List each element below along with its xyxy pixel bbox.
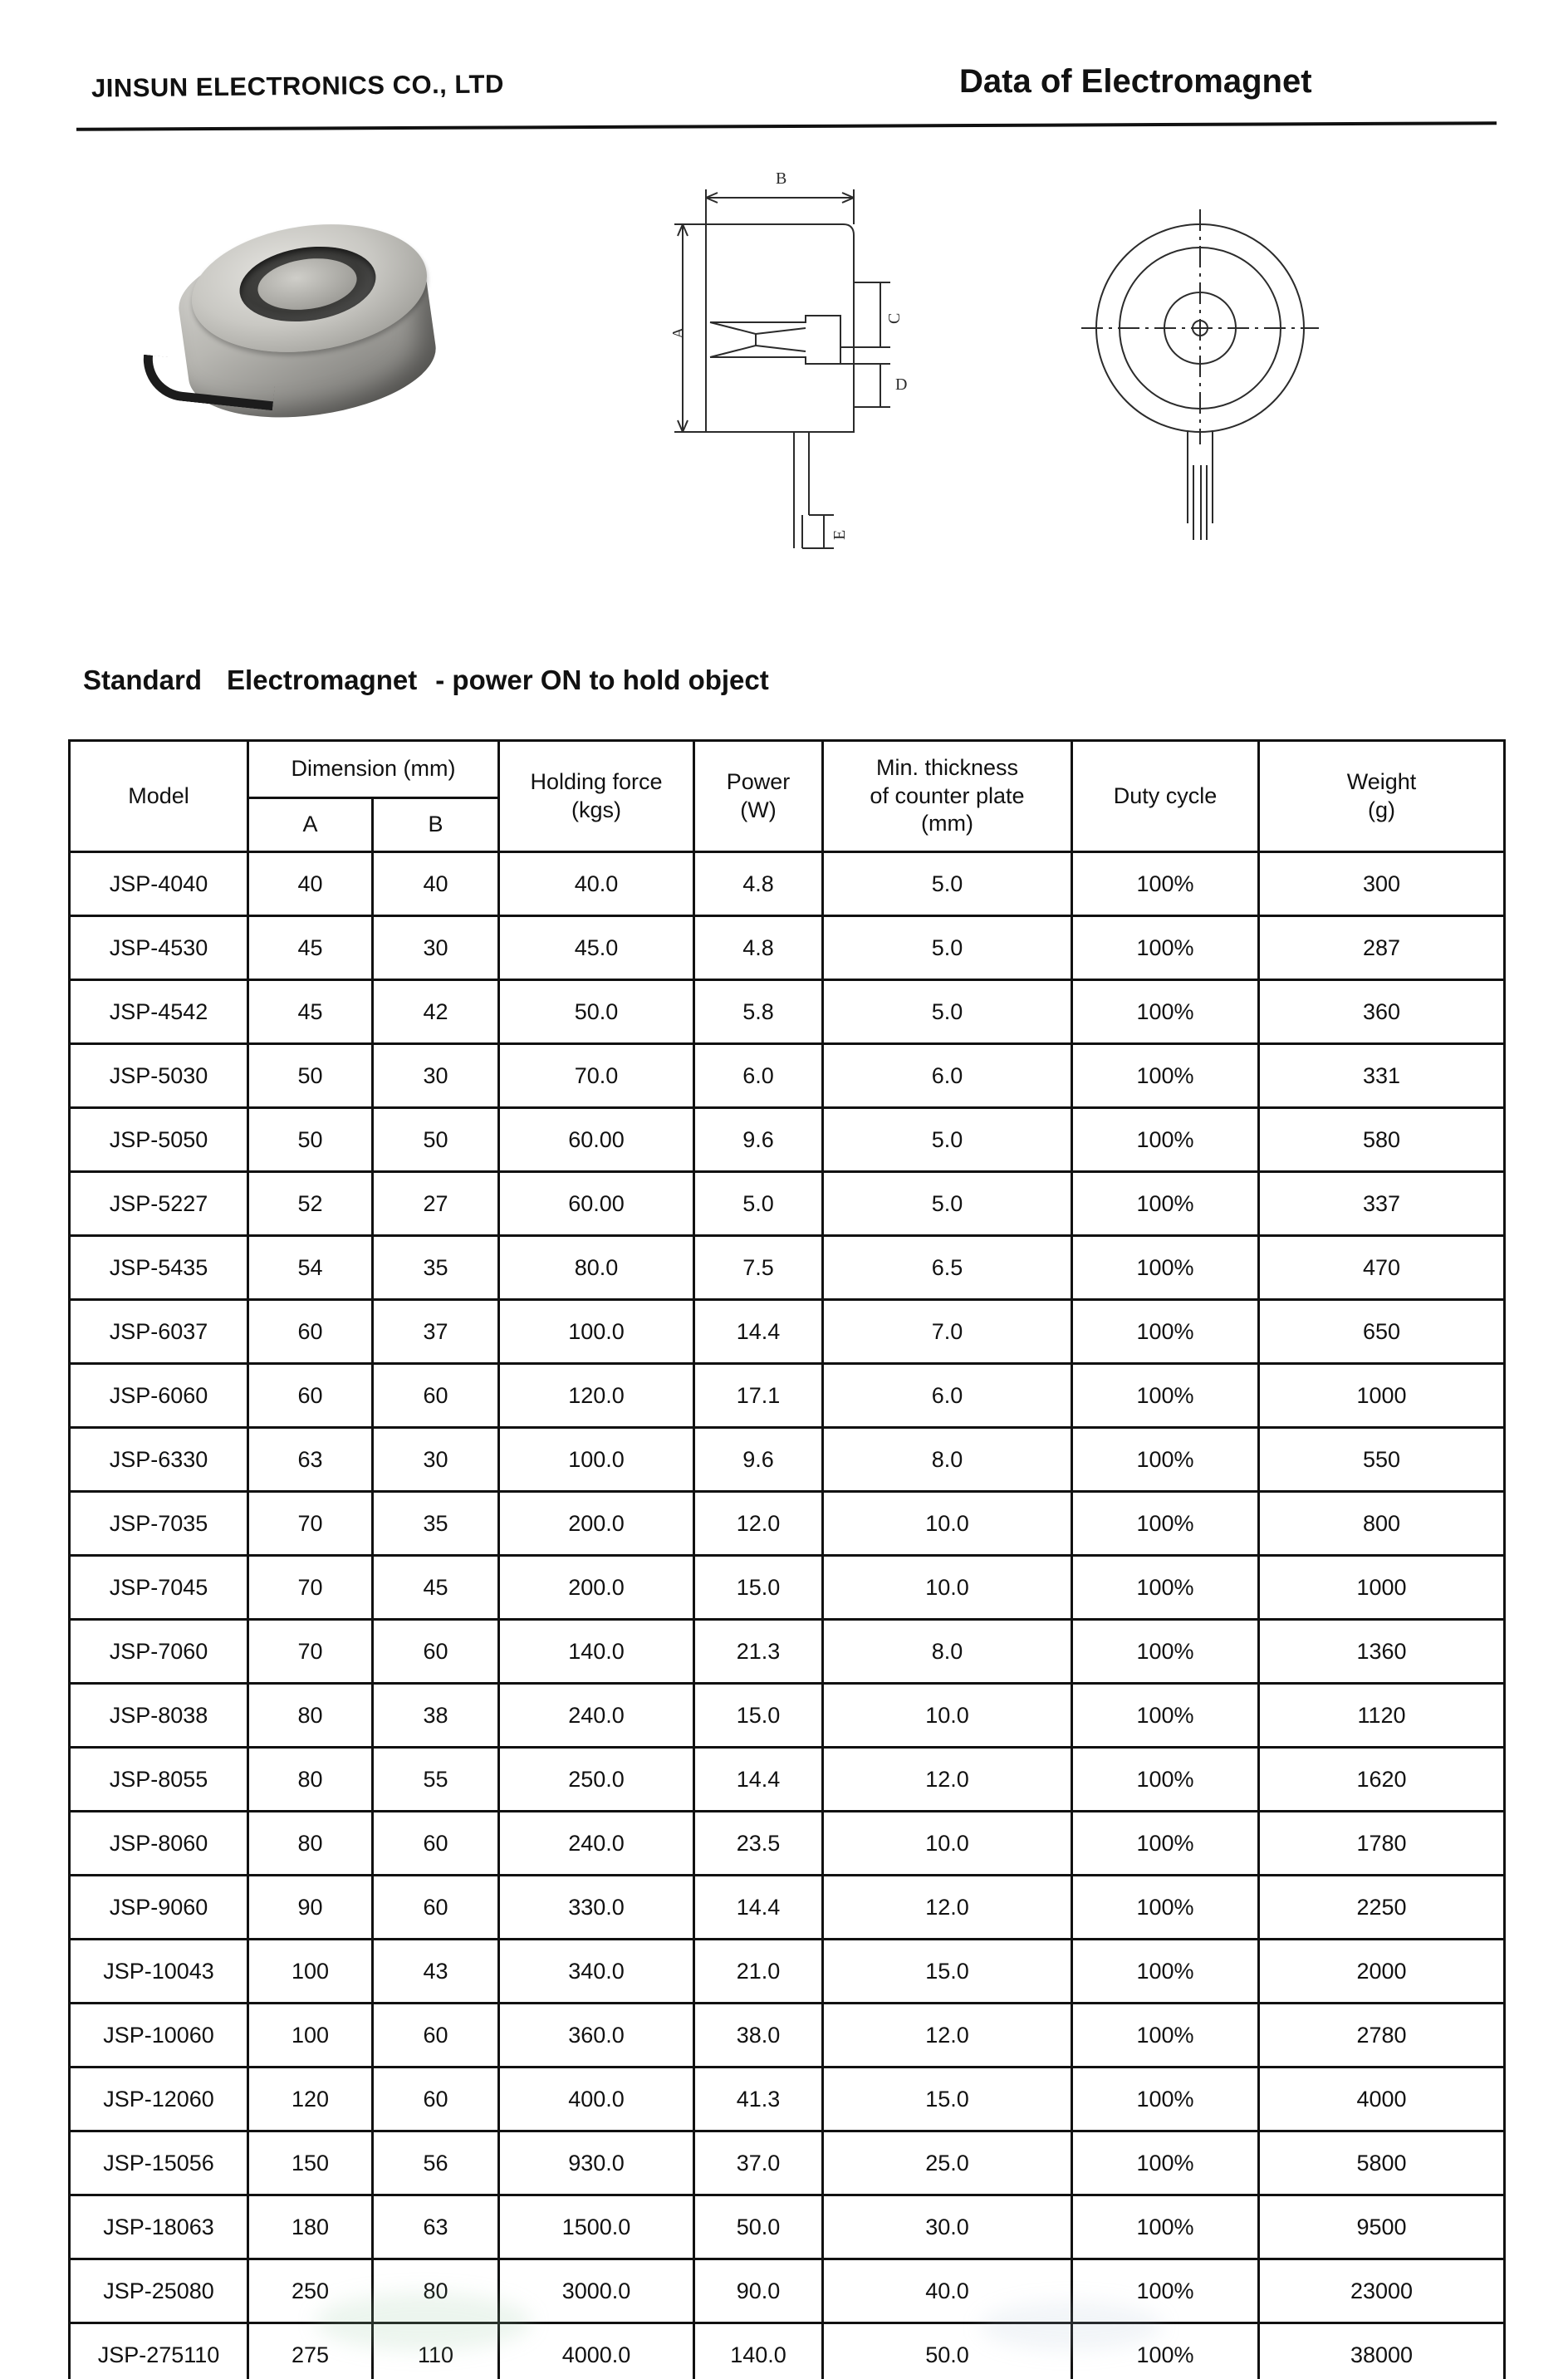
header-thickness-line3: (mm) [921,811,973,836]
table-row [70,1556,1505,1620]
cell-holding-force: 60.00 [499,1172,694,1236]
cell-dim-a: 45 [248,980,373,1044]
dim-label-e: E [831,529,849,540]
header-weight [1259,741,1505,852]
table-header [70,741,1505,852]
cell-duty-cycle: 100% [1072,1876,1259,1940]
cell-holding-force: 340.0 [499,1940,694,2004]
table-row [70,1300,1505,1364]
cell-weight: 1120 [1259,1684,1505,1748]
cell-model: JSP-5435 [70,1236,248,1300]
cell-dim-b: 60 [373,2004,499,2068]
table-row [70,1620,1505,1684]
dim-label-a: A [669,326,688,339]
cell-power: 50.0 [694,2195,823,2259]
table-row [70,1364,1505,1428]
cell-model: JSP-8055 [70,1748,248,1812]
header-power-line1: Power [726,768,791,794]
cell-power: 23.5 [694,1812,823,1876]
cell-power: 9.6 [694,1428,823,1492]
cell-holding-force: 40.0 [499,852,694,916]
cell-thickness: 12.0 [823,1748,1072,1812]
cell-duty-cycle: 100% [1072,1236,1259,1300]
table-row [70,1108,1505,1172]
cell-thickness: 6.0 [823,1044,1072,1108]
cell-thickness: 5.0 [823,1108,1072,1172]
cell-holding-force: 120.0 [499,1364,694,1428]
table-row [70,2068,1505,2131]
cell-thickness: 8.0 [823,1620,1072,1684]
header-duty-cycle: Duty cycle [1072,741,1259,852]
cell-thickness: 5.0 [823,852,1072,916]
cell-duty-cycle: 100% [1072,852,1259,916]
header-divider [76,121,1497,130]
cell-weight: 650 [1259,1300,1505,1364]
cell-dim-b: 60 [373,1364,499,1428]
cell-holding-force: 100.0 [499,1300,694,1364]
cell-dim-a: 150 [248,2131,373,2195]
header-model: Model [70,741,248,852]
cell-holding-force: 80.0 [499,1236,694,1300]
cell-model: JSP-8060 [70,1812,248,1876]
cell-weight: 800 [1259,1492,1505,1556]
cell-thickness: 5.0 [823,1172,1072,1236]
cell-dim-b: 63 [373,2195,499,2259]
cell-thickness: 15.0 [823,2068,1072,2131]
cell-weight: 331 [1259,1044,1505,1108]
table-row [70,1492,1505,1556]
cell-holding-force: 1500.0 [499,2195,694,2259]
cell-holding-force: 200.0 [499,1492,694,1556]
cell-holding-force: 240.0 [499,1812,694,1876]
header-thickness-line1: Min. thickness [875,754,1019,780]
document-title: Data of Electromagnet [959,63,1312,100]
specification-table [68,739,1506,2379]
cell-thickness: 5.0 [823,980,1072,1044]
cell-dim-a: 90 [248,1876,373,1940]
cell-dim-a: 50 [248,1108,373,1172]
cell-weight: 2000 [1259,1940,1505,2004]
section-title-word1: Standard [83,665,203,695]
cell-thickness: 10.0 [823,1684,1072,1748]
cell-power: 14.4 [694,1300,823,1364]
cell-model: JSP-6037 [70,1300,248,1364]
cell-duty-cycle: 100% [1072,1428,1259,1492]
cell-thickness: 5.0 [823,916,1072,980]
cell-dim-b: 30 [373,916,499,980]
cell-model: JSP-5227 [70,1172,248,1236]
cell-dim-a: 120 [248,2068,373,2131]
header-power [694,741,823,852]
cell-duty-cycle: 100% [1072,1684,1259,1748]
cell-weight: 550 [1259,1428,1505,1492]
cell-weight: 9500 [1259,2195,1505,2259]
cell-weight: 1620 [1259,1748,1505,1812]
cell-power: 15.0 [694,1684,823,1748]
header-holding-force [499,741,694,852]
cell-weight: 337 [1259,1172,1505,1236]
cell-model: JSP-6060 [70,1364,248,1428]
cell-dim-b: 30 [373,1044,499,1108]
cell-dim-b: 43 [373,1940,499,2004]
cell-power: 38.0 [694,2004,823,2068]
cell-model: JSP-12060 [70,2068,248,2131]
cell-holding-force: 930.0 [499,2131,694,2195]
cell-thickness: 15.0 [823,1940,1072,2004]
cell-duty-cycle: 100% [1072,1556,1259,1620]
cell-holding-force: 50.0 [499,980,694,1044]
header-power-unit: (W) [740,797,777,822]
front-view-svg [1063,191,1337,557]
cell-holding-force: 4000.0 [499,2323,694,2379]
cell-dim-b: 37 [373,1300,499,1364]
table-row [70,1044,1505,1108]
cell-holding-force: 330.0 [499,1876,694,1940]
dim-label-c: C [885,312,904,324]
cell-power: 12.0 [694,1492,823,1556]
table-row [70,1236,1505,1300]
cell-duty-cycle: 100% [1072,2068,1259,2131]
cell-model: JSP-4542 [70,980,248,1044]
cell-weight: 287 [1259,916,1505,980]
cell-dim-b: 55 [373,1748,499,1812]
cell-model: JSP-18063 [70,2195,248,2259]
cell-dim-a: 275 [248,2323,373,2379]
table-body [70,852,1505,2379]
cell-dim-a: 250 [248,2259,373,2323]
cell-thickness: 40.0 [823,2259,1072,2323]
cell-holding-force: 250.0 [499,1748,694,1812]
cell-duty-cycle: 100% [1072,1812,1259,1876]
section-title-word3: - power ON to hold object [435,665,769,695]
cell-dim-a: 54 [248,1236,373,1300]
cell-dim-b: 45 [373,1556,499,1620]
cell-dim-b: 60 [373,1812,499,1876]
cell-dim-b: 27 [373,1172,499,1236]
table-row [70,852,1505,916]
cell-power: 5.0 [694,1172,823,1236]
cell-power: 15.0 [694,1556,823,1620]
section-title-word2: Electromagnet [227,665,418,695]
cell-power: 14.4 [694,1748,823,1812]
cell-dim-a: 70 [248,1620,373,1684]
cell-holding-force: 140.0 [499,1620,694,1684]
cell-duty-cycle: 100% [1072,1492,1259,1556]
cell-dim-a: 100 [248,2004,373,2068]
table-row [70,2259,1505,2323]
cell-weight: 1000 [1259,1364,1505,1428]
cell-duty-cycle: 100% [1072,2131,1259,2195]
table-row [70,1940,1505,2004]
cell-weight: 300 [1259,852,1505,916]
cell-weight: 580 [1259,1108,1505,1172]
cell-power: 17.1 [694,1364,823,1428]
cell-duty-cycle: 100% [1072,2259,1259,2323]
table-row [70,1172,1505,1236]
cell-weight: 5800 [1259,2131,1505,2195]
cell-power: 140.0 [694,2323,823,2379]
cell-model: JSP-7045 [70,1556,248,1620]
cell-dim-b: 50 [373,1108,499,1172]
cell-dim-b: 60 [373,2068,499,2131]
table-row [70,1684,1505,1748]
cell-power: 41.3 [694,2068,823,2131]
cell-holding-force: 100.0 [499,1428,694,1492]
cell-model: JSP-275110 [70,2323,248,2379]
cell-weight: 2780 [1259,2004,1505,2068]
cell-dim-a: 50 [248,1044,373,1108]
cell-model: JSP-5050 [70,1108,248,1172]
cell-dim-b: 60 [373,1876,499,1940]
cell-holding-force: 400.0 [499,2068,694,2131]
cell-duty-cycle: 100% [1072,1172,1259,1236]
cell-dim-a: 60 [248,1364,373,1428]
cell-holding-force: 200.0 [499,1556,694,1620]
header-holding-force-line1: Holding force [530,768,663,794]
cell-duty-cycle: 100% [1072,1748,1259,1812]
cell-power: 7.5 [694,1236,823,1300]
cell-holding-force: 240.0 [499,1684,694,1748]
dim-label-b: B [776,169,787,188]
cell-dim-a: 80 [248,1748,373,1812]
cell-duty-cycle: 100% [1072,2323,1259,2379]
cell-dim-a: 100 [248,1940,373,2004]
cell-model: JSP-9060 [70,1876,248,1940]
cell-power: 14.4 [694,1876,823,1940]
cell-duty-cycle: 100% [1072,916,1259,980]
cell-dim-b: 80 [373,2259,499,2323]
table-row [70,980,1505,1044]
cell-model: JSP-10043 [70,1940,248,2004]
cell-thickness: 25.0 [823,2131,1072,2195]
cell-thickness: 10.0 [823,1492,1072,1556]
table-header-row-1 [70,741,1505,798]
cell-holding-force: 3000.0 [499,2259,694,2323]
cell-weight: 23000 [1259,2259,1505,2323]
header-dim-a: A [248,798,373,852]
cell-dim-a: 52 [248,1172,373,1236]
cell-holding-force: 60.00 [499,1108,694,1172]
cell-dim-b: 40 [373,852,499,916]
cell-power: 6.0 [694,1044,823,1108]
cell-duty-cycle: 100% [1072,1364,1259,1428]
cell-model: JSP-4530 [70,916,248,980]
cell-dim-a: 80 [248,1812,373,1876]
cell-power: 4.8 [694,852,823,916]
cell-dim-a: 40 [248,852,373,916]
header-dim-b: B [373,798,499,852]
cell-thickness: 10.0 [823,1812,1072,1876]
header-thickness [823,741,1072,852]
cell-power: 90.0 [694,2259,823,2323]
cell-power: 21.3 [694,1620,823,1684]
cell-weight: 38000 [1259,2323,1505,2379]
cell-weight: 2250 [1259,1876,1505,1940]
cell-dim-b: 60 [373,1620,499,1684]
cell-thickness: 30.0 [823,2195,1072,2259]
cell-dim-b: 35 [373,1492,499,1556]
cell-power: 5.8 [694,980,823,1044]
front-view-drawing [1063,191,1337,557]
cell-model: JSP-8038 [70,1684,248,1748]
cell-thickness: 7.0 [823,1300,1072,1364]
cell-dim-b: 42 [373,980,499,1044]
cell-dim-a: 80 [248,1684,373,1748]
product-photo [149,191,465,465]
table-row [70,916,1505,980]
cell-model: JSP-25080 [70,2259,248,2323]
table-row [70,2131,1505,2195]
cell-power: 4.8 [694,916,823,980]
cell-dim-a: 45 [248,916,373,980]
table-row [70,1428,1505,1492]
cell-thickness: 12.0 [823,1876,1072,1940]
cell-dim-b: 110 [373,2323,499,2379]
header-dimension: Dimension (mm) [248,741,499,798]
cell-dim-a: 180 [248,2195,373,2259]
cell-model: JSP-6330 [70,1428,248,1492]
table-row [70,1876,1505,1940]
cell-model: JSP-15056 [70,2131,248,2195]
cell-weight: 1360 [1259,1620,1505,1684]
document-header [79,65,1497,118]
cell-model: JSP-5030 [70,1044,248,1108]
cell-weight: 360 [1259,980,1505,1044]
cell-holding-force: 70.0 [499,1044,694,1108]
header-weight-line1: Weight [1346,768,1417,794]
table-row [70,1748,1505,1812]
cell-thickness: 6.5 [823,1236,1072,1300]
cell-duty-cycle: 100% [1072,1044,1259,1108]
cell-power: 21.0 [694,1940,823,2004]
cell-dim-a: 70 [248,1556,373,1620]
table-row [70,2004,1505,2068]
cell-dim-b: 35 [373,1236,499,1300]
cell-thickness: 8.0 [823,1428,1072,1492]
table-row [70,1812,1505,1876]
cell-power: 9.6 [694,1108,823,1172]
cell-thickness: 10.0 [823,1556,1072,1620]
section-title [83,665,769,696]
cell-dim-b: 38 [373,1684,499,1748]
figure-row [0,158,1568,606]
cell-duty-cycle: 100% [1072,1300,1259,1364]
cell-holding-force: 360.0 [499,2004,694,2068]
header-holding-force-unit: (kgs) [571,797,621,822]
cell-thickness: 6.0 [823,1364,1072,1428]
table-row [70,2195,1505,2259]
cell-holding-force: 45.0 [499,916,694,980]
cell-duty-cycle: 100% [1072,1940,1259,2004]
cell-dim-a: 60 [248,1300,373,1364]
side-section-svg [631,158,980,573]
cell-weight: 4000 [1259,2068,1505,2131]
cell-model: JSP-10060 [70,2004,248,2068]
cell-weight: 470 [1259,1236,1505,1300]
cell-model: JSP-7060 [70,1620,248,1684]
side-section-drawing [631,158,980,573]
cell-weight: 1780 [1259,1812,1505,1876]
cell-power: 37.0 [694,2131,823,2195]
cell-thickness: 50.0 [823,2323,1072,2379]
header-weight-unit: (g) [1368,797,1395,822]
header-thickness-line2: of counter plate [870,782,1025,808]
cell-duty-cycle: 100% [1072,1620,1259,1684]
cell-model: JSP-4040 [70,852,248,916]
cell-thickness: 12.0 [823,2004,1072,2068]
cell-duty-cycle: 100% [1072,2195,1259,2259]
cell-duty-cycle: 100% [1072,980,1259,1044]
table-row [70,2323,1505,2379]
cell-weight: 1000 [1259,1556,1505,1620]
cell-dim-b: 56 [373,2131,499,2195]
dim-label-d: D [895,375,908,394]
cell-dim-a: 70 [248,1492,373,1556]
cell-duty-cycle: 100% [1072,1108,1259,1172]
cell-dim-a: 63 [248,1428,373,1492]
cell-model: JSP-7035 [70,1492,248,1556]
company-name: JINSUN ELECTRONICS CO., LTD [91,69,505,103]
cell-dim-b: 30 [373,1428,499,1492]
cell-duty-cycle: 100% [1072,2004,1259,2068]
